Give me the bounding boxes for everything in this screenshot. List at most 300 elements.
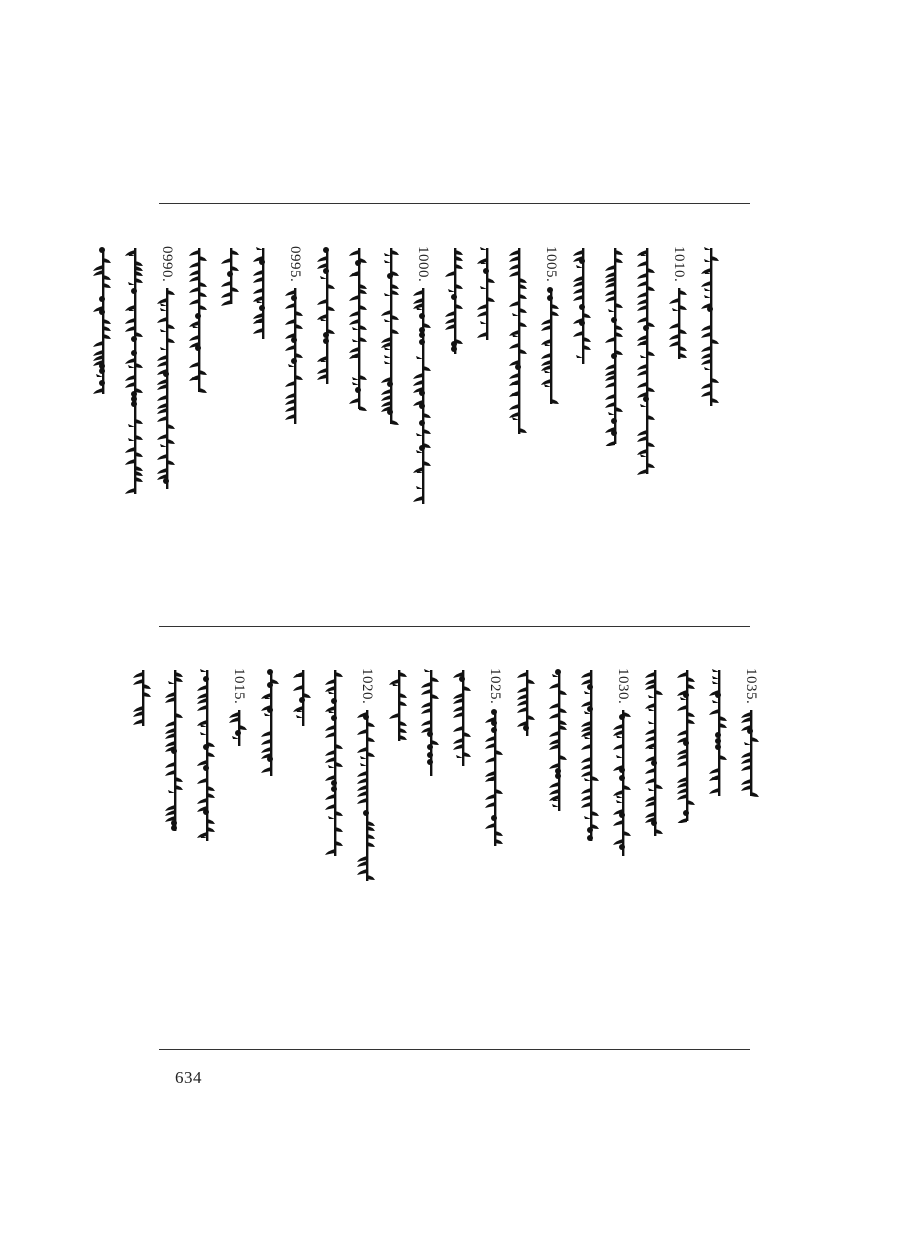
script-stroke bbox=[517, 700, 527, 706]
script-stroke bbox=[199, 256, 207, 261]
script-stroke bbox=[199, 292, 207, 297]
script-stroke bbox=[384, 253, 391, 256]
script-stroke bbox=[135, 261, 143, 266]
script-stroke bbox=[165, 810, 175, 816]
script-stroke bbox=[335, 811, 343, 816]
script-stroke bbox=[643, 396, 649, 402]
lower-text-line bbox=[131, 668, 154, 948]
script-stroke bbox=[615, 325, 623, 330]
script-stroke bbox=[485, 823, 495, 829]
script-stroke bbox=[299, 697, 305, 703]
script-stroke bbox=[579, 320, 585, 326]
script-stroke bbox=[701, 383, 711, 389]
script-stroke bbox=[645, 729, 655, 735]
mongolian-script-line bbox=[129, 668, 157, 728]
script-stroke bbox=[421, 689, 431, 695]
script-stroke bbox=[683, 692, 689, 698]
script-stroke bbox=[677, 705, 687, 711]
script-stroke bbox=[711, 339, 719, 344]
script-stroke bbox=[416, 486, 423, 489]
script-spine bbox=[142, 670, 144, 726]
script-stroke bbox=[677, 777, 687, 783]
script-stroke bbox=[555, 669, 561, 675]
script-stroke bbox=[175, 785, 183, 790]
script-stroke bbox=[131, 336, 137, 342]
script-spine bbox=[454, 248, 456, 354]
script-spine bbox=[366, 710, 368, 881]
script-stroke bbox=[99, 296, 105, 302]
script-stroke bbox=[456, 755, 463, 758]
script-stroke bbox=[221, 300, 231, 306]
script-stroke bbox=[647, 415, 655, 420]
upper-text-line bbox=[347, 246, 370, 606]
script-stroke bbox=[655, 690, 663, 695]
script-stroke bbox=[103, 275, 111, 280]
script-stroke bbox=[357, 798, 367, 804]
script-stroke bbox=[645, 684, 655, 690]
script-stroke bbox=[160, 347, 167, 350]
script-stroke bbox=[125, 447, 135, 453]
script-stroke bbox=[323, 338, 329, 344]
script-stroke bbox=[679, 353, 687, 358]
script-stroke bbox=[157, 379, 167, 385]
script-stroke bbox=[303, 693, 311, 698]
script-stroke bbox=[611, 317, 617, 323]
script-stroke bbox=[477, 311, 487, 317]
script-stroke bbox=[349, 347, 359, 353]
script-stroke bbox=[128, 365, 135, 368]
script-stroke bbox=[581, 771, 591, 777]
script-stroke bbox=[331, 780, 337, 786]
script-stroke bbox=[519, 294, 527, 299]
script-stroke bbox=[509, 373, 519, 379]
script-stroke bbox=[549, 703, 559, 709]
script-stroke bbox=[423, 366, 431, 371]
script-stroke bbox=[235, 730, 241, 736]
script-stroke bbox=[455, 264, 463, 269]
script-stroke bbox=[427, 744, 433, 750]
script-stroke bbox=[712, 700, 719, 703]
script-stroke bbox=[605, 290, 615, 296]
script-stroke bbox=[261, 747, 271, 753]
mongolian-script-line bbox=[633, 246, 661, 476]
upper-text-line bbox=[539, 246, 562, 606]
script-stroke bbox=[485, 757, 495, 763]
script-stroke bbox=[707, 306, 713, 312]
script-stroke bbox=[751, 792, 759, 797]
mongolian-script-line bbox=[289, 668, 317, 728]
script-stroke bbox=[719, 723, 727, 728]
script-stroke bbox=[637, 364, 647, 370]
script-stroke bbox=[687, 712, 695, 717]
script-stroke bbox=[669, 298, 679, 304]
bottom-rule bbox=[159, 1049, 750, 1050]
script-stroke bbox=[165, 770, 175, 776]
script-stroke bbox=[229, 717, 239, 723]
script-stroke bbox=[517, 707, 527, 713]
script-stroke bbox=[645, 703, 655, 709]
script-stroke bbox=[619, 714, 625, 720]
script-stroke bbox=[135, 266, 143, 271]
script-stroke bbox=[581, 788, 591, 794]
script-stroke bbox=[615, 332, 623, 337]
script-stroke bbox=[637, 305, 647, 311]
script-stroke bbox=[687, 800, 695, 805]
script-stroke bbox=[135, 452, 143, 457]
script-stroke bbox=[131, 288, 137, 294]
script-stroke bbox=[359, 375, 367, 380]
script-stroke bbox=[367, 842, 375, 847]
script-stroke bbox=[613, 820, 623, 826]
script-stroke bbox=[103, 334, 111, 339]
script-stroke bbox=[93, 355, 103, 361]
script-stroke bbox=[207, 819, 215, 824]
script-stroke bbox=[605, 370, 615, 376]
script-stroke bbox=[583, 345, 591, 350]
script-stroke bbox=[421, 702, 431, 708]
script-stroke bbox=[581, 726, 591, 732]
script-stroke bbox=[648, 708, 655, 711]
script-stroke bbox=[455, 304, 463, 309]
script-stroke bbox=[605, 364, 615, 370]
script-stroke bbox=[135, 332, 143, 337]
script-stroke bbox=[419, 420, 425, 426]
script-stroke bbox=[587, 706, 593, 712]
mongolian-script-line bbox=[193, 668, 221, 843]
script-stroke bbox=[328, 691, 335, 694]
script-stroke bbox=[195, 313, 201, 319]
script-stroke bbox=[168, 790, 175, 793]
script-stroke bbox=[295, 353, 303, 358]
script-stroke bbox=[327, 284, 335, 289]
lower-text-line bbox=[483, 668, 506, 948]
script-stroke bbox=[741, 717, 751, 723]
script-stroke bbox=[547, 295, 553, 301]
script-stroke bbox=[519, 308, 527, 313]
script-stroke bbox=[323, 268, 329, 274]
script-stroke bbox=[323, 332, 329, 338]
script-stroke bbox=[357, 778, 367, 784]
script-stroke bbox=[317, 374, 327, 380]
script-stroke bbox=[384, 347, 391, 350]
script-stroke bbox=[93, 350, 103, 356]
script-stroke bbox=[519, 428, 527, 433]
script-stroke bbox=[189, 287, 199, 293]
script-stroke bbox=[463, 752, 471, 757]
script-stroke bbox=[427, 759, 433, 765]
script-stroke bbox=[175, 672, 183, 677]
script-stroke bbox=[131, 350, 137, 356]
script-stroke bbox=[709, 788, 719, 794]
script-stroke bbox=[399, 735, 407, 740]
mongolian-script-line bbox=[441, 246, 469, 356]
script-stroke bbox=[391, 329, 399, 334]
lower-text-line bbox=[739, 668, 762, 948]
script-stroke bbox=[387, 381, 393, 387]
script-stroke bbox=[325, 849, 335, 855]
script-stroke bbox=[605, 296, 615, 302]
script-stroke bbox=[171, 825, 177, 831]
script-stroke bbox=[709, 709, 719, 715]
line-number: 0990. bbox=[159, 246, 175, 283]
script-stroke bbox=[125, 358, 135, 364]
script-stroke bbox=[125, 488, 135, 494]
script-stroke bbox=[485, 736, 495, 742]
script-stroke bbox=[559, 720, 567, 725]
script-stroke bbox=[291, 358, 297, 364]
script-stroke bbox=[167, 290, 175, 295]
script-stroke bbox=[423, 461, 431, 466]
line-number: 1020. bbox=[359, 668, 375, 705]
script-stroke bbox=[613, 744, 623, 750]
script-stroke bbox=[232, 736, 239, 739]
lower-text-line bbox=[451, 668, 474, 948]
script-stroke bbox=[581, 672, 591, 678]
script-stroke bbox=[421, 708, 431, 714]
lower-text-line bbox=[163, 668, 186, 948]
lower-text-line bbox=[515, 668, 538, 948]
script-stroke bbox=[453, 726, 463, 732]
script-stroke bbox=[93, 270, 103, 276]
script-stroke bbox=[605, 337, 615, 343]
mongolian-script-line bbox=[377, 246, 405, 426]
script-stroke bbox=[416, 356, 423, 359]
script-stroke bbox=[463, 732, 471, 737]
script-stroke bbox=[291, 337, 297, 343]
script-stroke bbox=[517, 694, 527, 700]
script-stroke bbox=[591, 811, 599, 816]
script-stroke bbox=[261, 731, 271, 737]
script-stroke bbox=[423, 429, 431, 434]
script-stroke bbox=[647, 286, 655, 291]
script-stroke bbox=[195, 345, 201, 351]
script-stroke bbox=[197, 693, 207, 699]
script-stroke bbox=[651, 760, 657, 766]
script-stroke bbox=[335, 762, 343, 767]
script-stroke bbox=[648, 695, 655, 698]
upper-text-line bbox=[219, 246, 242, 606]
script-stroke bbox=[747, 728, 753, 734]
script-stroke bbox=[423, 323, 431, 328]
script-stroke bbox=[143, 684, 151, 689]
script-stroke bbox=[459, 676, 465, 682]
script-stroke bbox=[355, 387, 361, 393]
script-stroke bbox=[295, 324, 303, 329]
script-stroke bbox=[480, 321, 487, 324]
script-stroke bbox=[509, 301, 519, 307]
lower-text-line bbox=[195, 668, 218, 948]
script-stroke bbox=[523, 725, 529, 731]
script-stroke bbox=[483, 268, 489, 274]
script-stroke bbox=[427, 731, 433, 737]
script-stroke bbox=[616, 735, 623, 738]
script-stroke bbox=[285, 303, 295, 309]
script-stroke bbox=[509, 256, 519, 262]
lower-text-line bbox=[291, 668, 314, 948]
mongolian-script-line bbox=[705, 668, 733, 798]
mongolian-script-line bbox=[321, 668, 349, 858]
script-stroke bbox=[413, 290, 423, 296]
script-stroke bbox=[189, 299, 199, 305]
script-stroke bbox=[413, 380, 423, 386]
script-stroke bbox=[384, 260, 391, 263]
upper-text-line bbox=[283, 246, 306, 606]
script-stroke bbox=[199, 305, 207, 310]
script-stroke bbox=[549, 731, 559, 737]
script-stroke bbox=[199, 370, 207, 375]
script-stroke bbox=[381, 401, 391, 407]
script-stroke bbox=[651, 820, 657, 826]
upper-text-line bbox=[379, 246, 402, 606]
script-stroke bbox=[327, 306, 335, 311]
script-stroke bbox=[157, 468, 167, 474]
script-stroke bbox=[453, 744, 463, 750]
script-stroke bbox=[167, 424, 175, 429]
script-stroke bbox=[349, 319, 359, 325]
script-stroke bbox=[541, 325, 551, 331]
script-stroke bbox=[613, 724, 623, 730]
script-stroke bbox=[541, 360, 551, 366]
script-stroke bbox=[367, 752, 375, 757]
lower-text-line bbox=[611, 668, 634, 948]
script-stroke bbox=[133, 706, 143, 712]
script-stroke bbox=[357, 771, 367, 777]
script-stroke bbox=[619, 767, 625, 773]
script-stroke bbox=[637, 382, 647, 388]
upper-text-line bbox=[411, 246, 434, 606]
script-stroke bbox=[677, 754, 687, 760]
mongolian-script-line bbox=[409, 286, 437, 506]
script-spine bbox=[422, 288, 424, 504]
script-stroke bbox=[157, 408, 167, 414]
top-rule bbox=[159, 203, 750, 204]
script-stroke bbox=[363, 810, 369, 816]
mongolian-script-line bbox=[89, 246, 117, 396]
script-stroke bbox=[677, 672, 687, 678]
script-stroke bbox=[519, 322, 527, 327]
script-stroke bbox=[189, 362, 199, 368]
script-stroke bbox=[547, 287, 553, 293]
script-stroke bbox=[608, 412, 615, 415]
script-stroke bbox=[583, 313, 591, 318]
script-stroke bbox=[487, 297, 495, 302]
script-stroke bbox=[399, 672, 407, 677]
script-stroke bbox=[200, 669, 207, 672]
script-stroke bbox=[349, 250, 359, 256]
script-stroke bbox=[647, 463, 655, 468]
script-stroke bbox=[509, 264, 519, 270]
script-spine bbox=[654, 670, 656, 836]
script-stroke bbox=[648, 788, 655, 791]
script-stroke bbox=[455, 256, 463, 261]
mongolian-script-line bbox=[569, 246, 597, 366]
upper-text-line bbox=[91, 246, 114, 606]
script-stroke bbox=[431, 740, 439, 745]
script-stroke bbox=[579, 304, 585, 310]
script-stroke bbox=[419, 403, 425, 409]
script-spine bbox=[462, 670, 464, 766]
script-stroke bbox=[367, 722, 375, 727]
script-stroke bbox=[584, 816, 591, 819]
script-stroke bbox=[517, 672, 527, 678]
script-stroke bbox=[616, 800, 623, 803]
script-stroke bbox=[655, 784, 663, 789]
upper-text-line bbox=[443, 246, 466, 606]
upper-text-line bbox=[155, 246, 178, 606]
script-stroke bbox=[637, 436, 647, 442]
script-stroke bbox=[317, 299, 327, 305]
script-stroke bbox=[125, 318, 135, 324]
script-stroke bbox=[704, 247, 711, 250]
script-stroke bbox=[448, 289, 455, 292]
script-stroke bbox=[573, 331, 583, 337]
script-stroke bbox=[637, 335, 647, 341]
script-stroke bbox=[367, 834, 375, 839]
script-stroke bbox=[701, 353, 711, 359]
script-stroke bbox=[419, 332, 425, 338]
script-stroke bbox=[160, 329, 167, 332]
script-stroke bbox=[295, 375, 303, 380]
script-stroke bbox=[203, 765, 209, 771]
script-stroke bbox=[541, 365, 551, 371]
script-stroke bbox=[679, 305, 687, 310]
script-stroke bbox=[165, 741, 175, 747]
script-stroke bbox=[559, 725, 567, 730]
script-stroke bbox=[549, 739, 559, 745]
mongolian-script-line bbox=[217, 246, 245, 306]
script-stroke bbox=[103, 319, 111, 324]
script-stroke bbox=[325, 686, 335, 692]
script-stroke bbox=[413, 298, 423, 304]
script-stroke bbox=[231, 250, 239, 255]
script-stroke bbox=[677, 818, 687, 823]
script-stroke bbox=[647, 387, 655, 392]
script-stroke bbox=[640, 355, 647, 358]
script-stroke bbox=[544, 384, 551, 387]
script-stroke bbox=[285, 399, 295, 405]
script-stroke bbox=[637, 469, 647, 475]
script-stroke bbox=[583, 337, 591, 342]
script-stroke bbox=[509, 404, 519, 410]
script-stroke bbox=[221, 281, 231, 287]
mongolian-script-line bbox=[697, 246, 725, 408]
script-stroke bbox=[391, 250, 399, 255]
script-stroke bbox=[167, 338, 175, 343]
script-stroke bbox=[167, 460, 175, 465]
script-stroke bbox=[253, 328, 263, 334]
script-stroke bbox=[637, 370, 647, 376]
line-number: 1035. bbox=[743, 668, 759, 705]
script-stroke bbox=[712, 669, 719, 672]
script-stroke bbox=[647, 268, 655, 273]
script-stroke bbox=[573, 250, 583, 256]
line-number: 1000. bbox=[415, 246, 431, 283]
script-stroke bbox=[712, 676, 719, 679]
script-stroke bbox=[331, 786, 337, 792]
mongolian-script-line bbox=[249, 246, 277, 341]
script-stroke bbox=[581, 721, 591, 727]
script-stroke bbox=[165, 692, 175, 698]
script-stroke bbox=[384, 319, 391, 322]
script-stroke bbox=[157, 355, 167, 361]
script-stroke bbox=[229, 712, 239, 718]
mongolian-script-line bbox=[673, 668, 701, 823]
script-stroke bbox=[203, 809, 209, 815]
script-stroke bbox=[711, 378, 719, 383]
script-stroke bbox=[615, 250, 623, 255]
script-stroke bbox=[360, 756, 367, 759]
script-stroke bbox=[655, 829, 663, 834]
